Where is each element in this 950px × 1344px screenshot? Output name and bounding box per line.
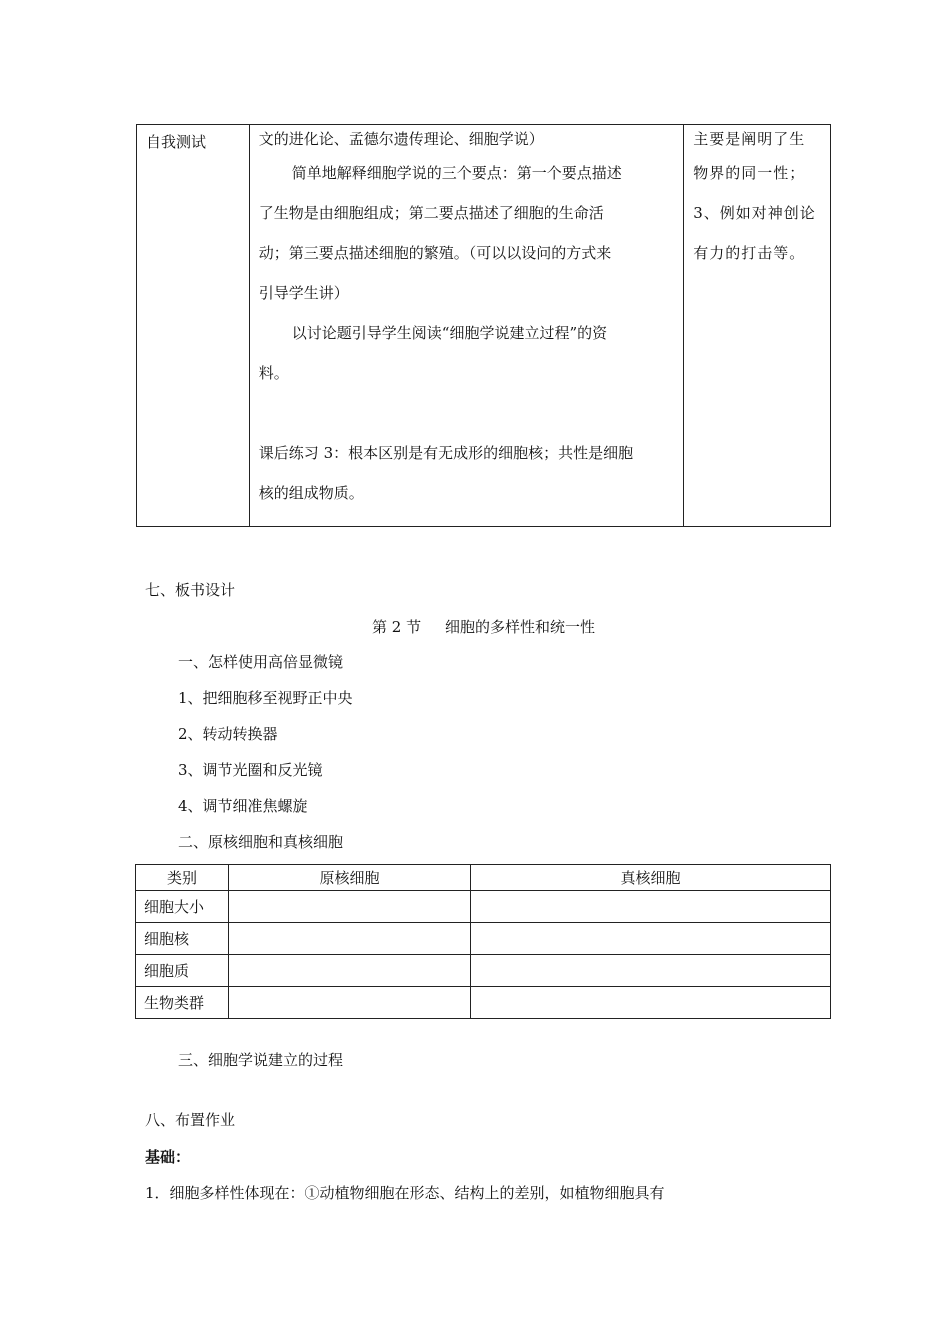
section7-heading: 七、板书设计 (145, 581, 236, 599)
empty-cell (471, 955, 831, 987)
content-line: 文的进化论、孟德尔遗传理论、细胞学说） (258, 130, 544, 148)
empty-cell (229, 923, 471, 955)
content-line: 简单地解释细胞学说的三个要点：第一个要点描述 (291, 164, 622, 182)
row-label: 生物类群 (136, 987, 229, 1019)
subheading-cells: 二、原核细胞和真核细胞 (178, 833, 344, 851)
lesson-table (136, 124, 831, 527)
header-category: 类别 (136, 865, 229, 891)
subheading-cell-theory: 三、细胞学说建立的过程 (178, 1051, 344, 1069)
content-line (250, 393, 683, 433)
header-prokaryote: 原核细胞 (229, 865, 471, 891)
basic-label: 基础： (145, 1148, 191, 1166)
note-line: 主要是阐明了生 (693, 130, 806, 148)
empty-cell (471, 923, 831, 955)
content-line: 引导学生讲） (258, 284, 349, 302)
notes-cell (684, 125, 831, 527)
content-line: 核的组成物质。 (258, 484, 364, 502)
empty-cell (229, 987, 471, 1019)
note-line: 有力的打击等。 (693, 244, 806, 262)
cell-comparison-table (135, 864, 831, 1019)
content-line: 了生物是由细胞组成；第二要点描述了细胞的生命活 (258, 204, 604, 222)
board-title: 细胞的多样性和统一性 (445, 618, 596, 636)
step-item: 3、调节光圈和反光镜 (178, 761, 323, 779)
section8-heading: 八、布置作业 (145, 1111, 236, 1129)
table-row (136, 891, 831, 923)
table-row (136, 955, 831, 987)
step-item: 2、转动转换器 (178, 725, 278, 743)
board-title-number: 第 2 节 (372, 618, 422, 636)
label-cell (137, 125, 250, 527)
empty-cell (471, 891, 831, 923)
self-test-label: 自我测试 (146, 133, 207, 151)
subheading-microscope: 一、怎样使用高倍显微镜 (178, 653, 344, 671)
empty-cell (229, 955, 471, 987)
note-line: 3、例如对神创论 (693, 204, 816, 222)
empty-cell (471, 987, 831, 1019)
header-eukaryote: 真核细胞 (471, 865, 831, 891)
content-line: 动；第三要点描述细胞的繁殖。（可以以设问的方式来 (258, 244, 612, 262)
content-line: 以讨论题引导学生阅读“细胞学说建立过程”的资 (291, 324, 608, 342)
content-line: 料。 (258, 364, 289, 382)
step-item: 4、调节细准焦螺旋 (178, 797, 308, 815)
note-line: 物界的同一性； (693, 164, 806, 182)
empty-cell (229, 891, 471, 923)
table-row (136, 987, 831, 1019)
row-label: 细胞核 (136, 923, 229, 955)
table-header-row (136, 865, 831, 891)
row-label: 细胞大小 (136, 891, 229, 923)
step-item: 1、把细胞移至视野正中央 (178, 689, 353, 707)
content-line: 课后练习 3：根本区别是有无成形的细胞核；共性是细胞 (258, 444, 634, 462)
table-row (136, 923, 831, 955)
question-1: 1．细胞多样性体现在：①动植物细胞在形态、结构上的差别，如植物细胞具有 (145, 1184, 665, 1202)
content-cell (249, 125, 683, 527)
row-label: 细胞质 (136, 955, 229, 987)
